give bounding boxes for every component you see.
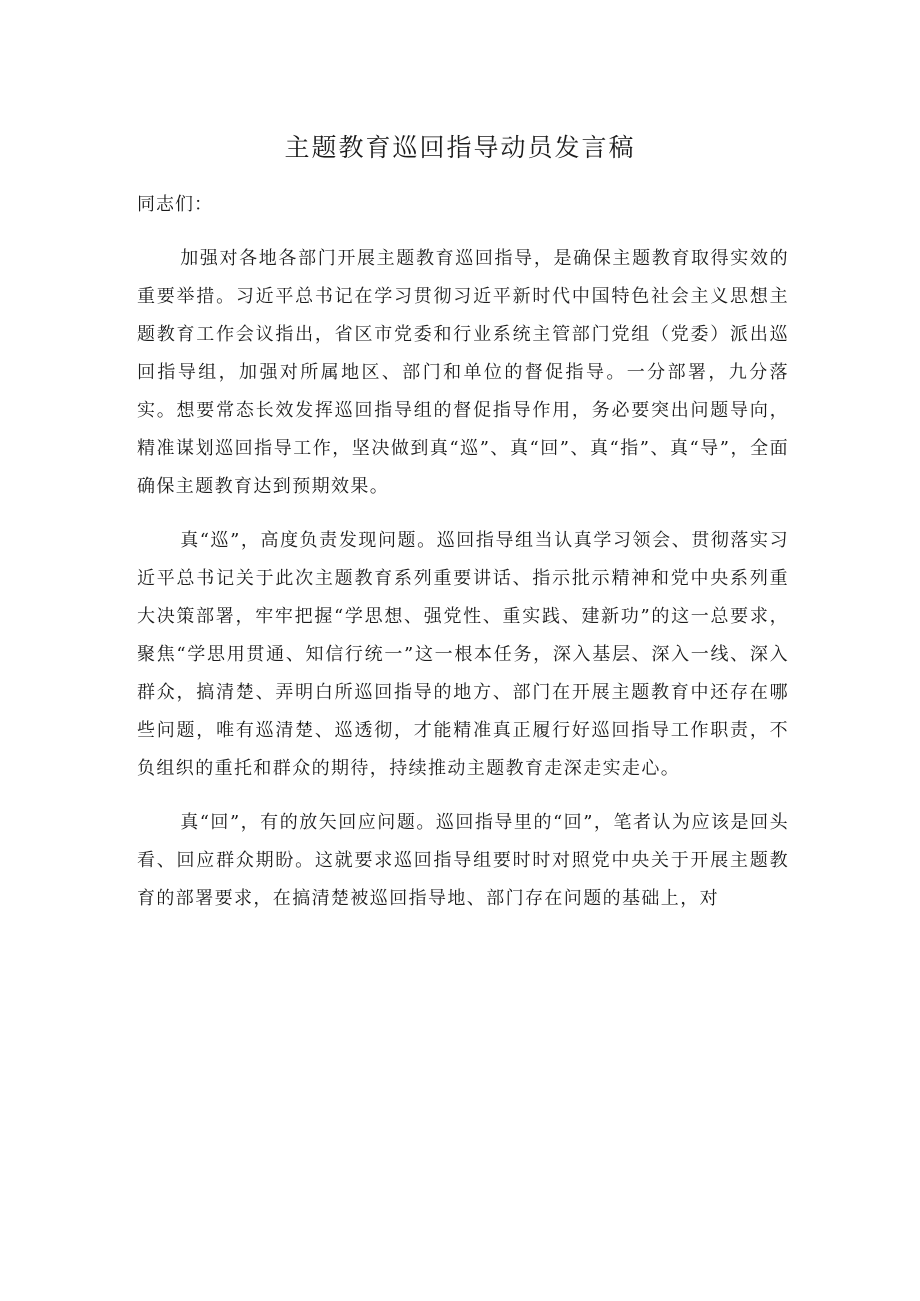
document-title: 主题教育巡回指导动员发言稿 [284,133,636,162]
paragraph-xun: 真“巡”，高度负责发现问题。巡回指导组当认真学习领会、贯彻落实习近平总书记关于此次主题教育系列重要讲话、指示批示精神和党中央系列重大决策部署，牢牢把握“学思想、强党性、重实践、建新功”的这一总要求，聚焦“学思用贯通、知信行统一”这一根本任务，深入基层、深入一线、深入群众，搞清楚、弄明白所巡回指导的地方、部门在开展主题教育中还存在哪些问题，唯有巡清楚、巡透彻，才能精准真正履行好巡回指导工作职责，不负组织的重托和群众的期待，持续推动主题教育走深走实走心。 [137,530,789,779]
document-body [137,186,789,918]
paragraph-hui: 真“回”，有的放矢回应问题。巡回指导里的“回”，笔者认为应该是回头看、回应群众期盼。这就要求巡回指导组要时时对照党中央关于开展主题教育的部署要求，在搞清楚被巡回指导地、部门存在问题的基础上，对 [137,812,789,909]
salutation: 同志们： [137,194,213,215]
paragraph-intro: 加强对各地各部门开展主题教育巡回指导，是确保主题教育取得实效的重要举措。习近平总书记在学习贯彻习近平新时代中国特色社会主义思想主题教育工作会议指出，省区市党委和行业系统主管部门党组（党委）派出巡回指导组，加强对所属地区、部门和单位的督促指导。一分部署，九分落实。想要常态长效发挥巡回指导组的督促指导作用，务必要突出问题导向，精准谋划巡回指导工作，坚决做到真“巡”、真“回”、真“指”、真“导”，全面确保主题教育达到预期效果。 [137,248,789,497]
